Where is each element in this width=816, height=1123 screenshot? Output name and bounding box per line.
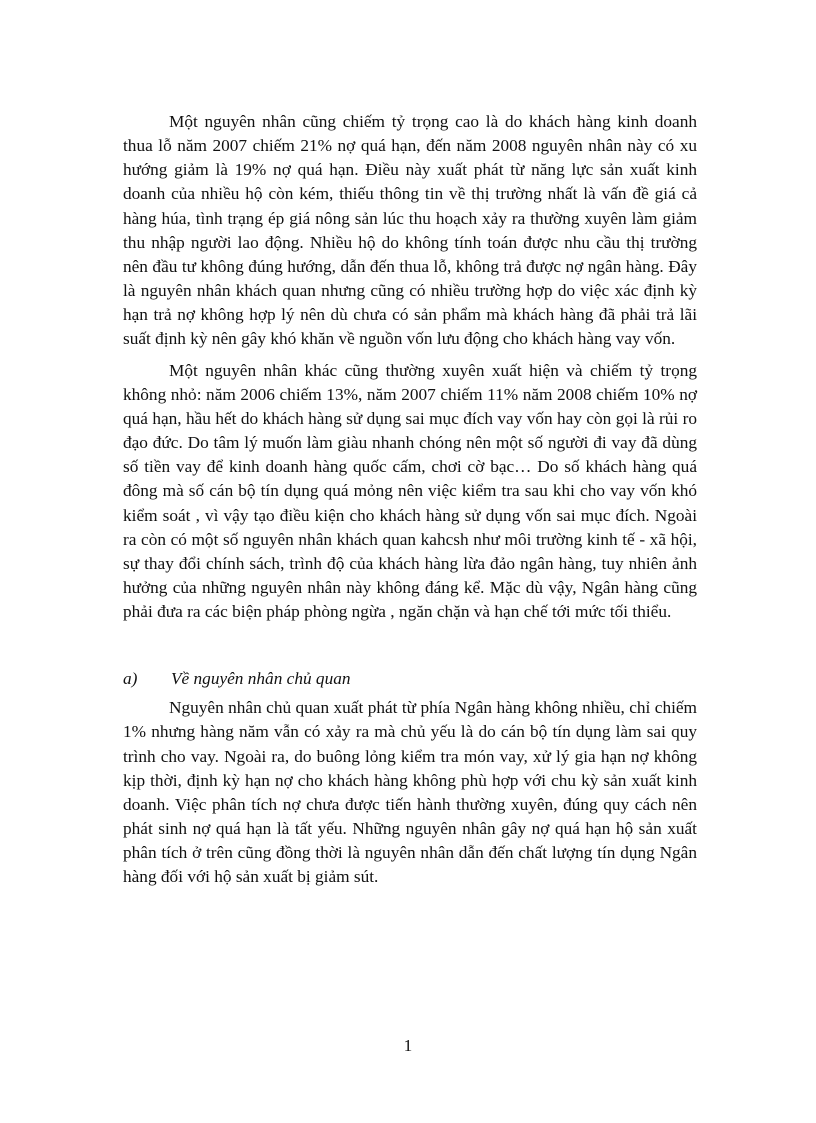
document-page xyxy=(123,110,697,890)
section-heading xyxy=(123,667,697,691)
page-number: 1 xyxy=(403,1036,413,1055)
paragraph-business-loss: Một nguyên nhân cũng chiếm tỷ trọng cao là do khách hàng kinh doanh thua lỗ năm 2007 chiếm 21% nợ quá hạn, đến năm 2008 nguyên nhân này có xu hướng giảm là 19% nợ quá hạn. Điều này xuất phát từ năng lực sản xuất kinh doanh của nhiều hộ còn kém, thiếu thông tin về thị trường nhất là vấn đề giá cả hàng húa, tình trạng ép giá nông sản lúc thu hoạch xảy ra thường xuyên làm giảm thu nhập người lao động. Nhiều hộ do không tính toán được nhu cầu thị trường nên đầu tư không đúng hướng, dẫn đến thua lỗ, không trả được nợ ngân hàng. Đây là nguyên nhân khách quan nhưng cũng có nhiều trường hợp do việc xác định kỳ hạn trả nợ không hợp lý nên dù chưa có sản phẩm mà khách hàng đã phải trả lãi suất định kỳ nên gây khó khăn về nguồn vốn lưu động cho khách hàng vay vốn. xyxy=(123,112,697,349)
paragraph-misuse-of-funds: Một nguyên nhân khác cũng thường xuyên xuất hiện và chiếm tỷ trọng không nhỏ: năm 2006 chiếm 13%, năm 2007 chiếm 11% năm 2008 chiếm 10% nợ quá hạn, hầu hết do khách hàng sử dụng sai mục đích vay vốn hay còn gọi là rủi ro đạo đức. Do tâm lý muốn làm giàu nhanh chóng nên một số người đi vay đã dùng số tiền vay để kinh doanh hàng quốc cấm, chơi cờ bạc… Do số khách hàng quá đông mà số cán bộ tín dụng quá mỏng nên việc kiểm tra sau khi cho vay vốn khó kiểm soát , vì vậy tạo điều kiện cho khách hàng sử dụng vốn sai mục đích. Ngoài ra còn có một số nguyên nhân khách quan kahcsh như môi trường kinh tế - xã hội, sự thay đổi chính sách, trình độ của khách hàng lừa đảo ngân hàng, tuy nhiên ảnh hưởng của những nguyên nhân này không đáng kể. Mặc dù vậy, Ngân hàng cũng phải đưa ra các biện pháp phòng ngừa , ngăn chặn và hạn chế tới mức tối thiểu. xyxy=(123,360,697,622)
section-title: Về nguyên nhân chủ quan xyxy=(171,669,351,689)
section-number: a) xyxy=(123,669,138,689)
paragraph-subjective-causes: Nguyên nhân chủ quan xuất phát từ phía Ngân hàng không nhiều, chỉ chiếm 1% nhưng hàng năm vẫn có xảy ra mà chủ yếu là do cán bộ tín dụng làm sai quy trình cho vay. Ngoài ra, do buông lỏng kiểm tra món vay, xử lý gia hạn nợ không kịp thời, định kỳ hạn nợ cho khách hàng không phù hợp với chu kỳ sản xuất kinh doanh. Việc phân tích nợ chưa được tiến hành thường xuyên, đúng quy cách nên phát sinh nợ quá hạn là tất yếu. Những nguyên nhân gây nợ quá hạn hộ sản xuất phân tích ở trên cũng đồng thời là nguyên nhân dẫn đến chất lượng tín dụng Ngân hàng đối với hộ sản xuất bị giảm sút. xyxy=(123,698,697,887)
